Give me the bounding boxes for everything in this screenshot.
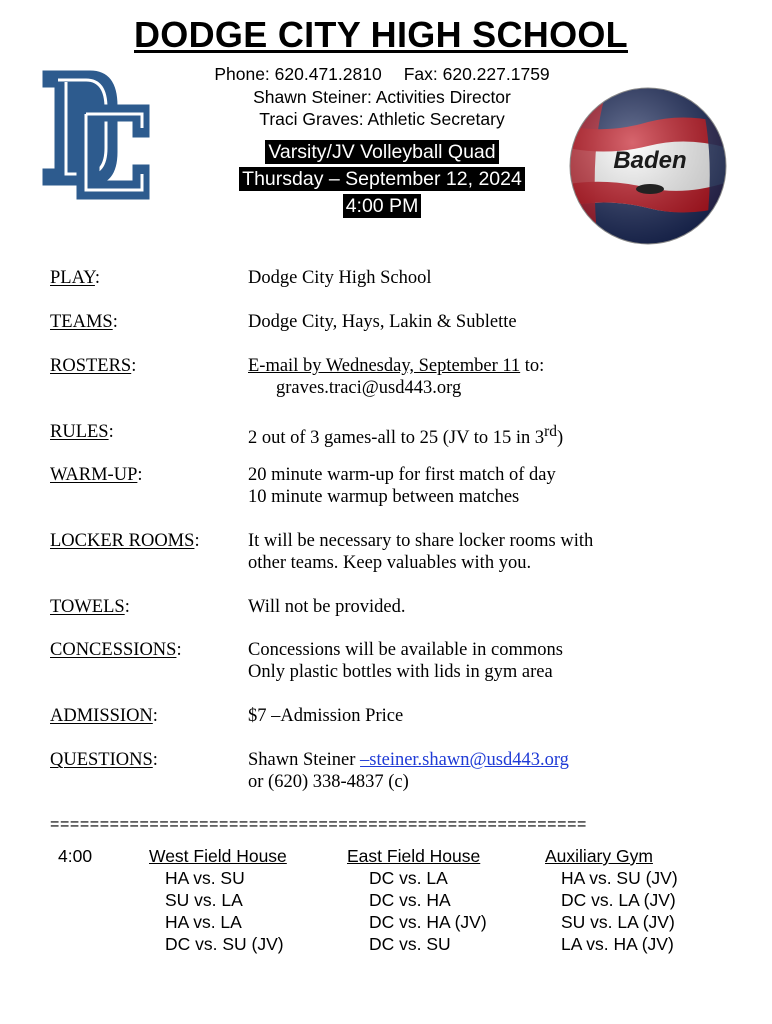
questions-name: Shawn Steiner [248, 750, 361, 770]
volleyball-brand: Baden [613, 147, 687, 174]
rosters-deadline: E-mail by Wednesday, September 11 [248, 356, 521, 376]
warmup-line-2: 10 minute warmup between matches [248, 487, 520, 507]
court-west-field-house [149, 845, 287, 955]
court-header: East Field House [347, 846, 481, 866]
questions-label: QUESTIONS [50, 750, 153, 770]
game-row: LA vs. HA (JV) [561, 934, 674, 954]
game-row: DC vs. HA (JV) [369, 912, 487, 932]
locker-line-2: other teams. Keep valuables with you. [248, 553, 532, 573]
locker-label: LOCKER ROOMS [50, 531, 195, 551]
divider: ====================================================== [50, 816, 587, 833]
fax-number: Fax: 620.227.1759 [403, 64, 550, 84]
game-row: DC vs. SU [369, 934, 451, 954]
teams-label: TEAMS [50, 312, 113, 332]
game-row: SU vs. LA (JV) [561, 912, 675, 932]
phone-number: Phone: 620.471.2810 [214, 64, 382, 84]
dc-logo-icon [38, 66, 156, 206]
game-row: HA vs. SU (JV) [561, 868, 678, 888]
event-name: Varsity/JV Volleyball Quad [0, 141, 764, 164]
game-row: DC vs. HA [369, 890, 451, 910]
admission-value: $7 –Admission Price [248, 706, 404, 726]
court-east-field-house [347, 845, 487, 955]
rosters-to: to: [520, 356, 545, 376]
warmup-line-1: 20 minute warm-up for first match of day [248, 465, 556, 485]
athletic-secretary: Traci Graves: Athletic Secretary [259, 109, 505, 129]
volleyball-icon [568, 86, 728, 246]
concessions-line-2: Only plastic bottles with lids in gym area [248, 662, 553, 682]
game-row: HA vs. SU [165, 868, 245, 888]
play-value: Dodge City High School [248, 268, 432, 288]
concessions-line-1: Concessions will be available in commons [248, 640, 563, 660]
towels-label: TOWELS [50, 597, 125, 617]
admission-label: ADMISSION [50, 706, 153, 726]
schedule-time: 4:00 [58, 846, 93, 866]
game-row: HA vs. LA [165, 912, 242, 932]
game-row: DC vs. LA (JV) [561, 890, 676, 910]
game-row: SU vs. LA [165, 890, 243, 910]
court-header: Auxiliary Gym [545, 846, 653, 866]
rosters-email[interactable]: graves.traci@usd443.org [276, 378, 462, 398]
warmup-label: WARM-UP [50, 465, 138, 485]
event-time: 4:00 PM [0, 195, 764, 218]
game-row: DC vs. SU (JV) [165, 934, 284, 954]
rules-value: 2 out of 3 games-all to 25 (JV to 15 in 3rd) [248, 423, 564, 449]
towels-value: Will not be provided. [248, 597, 406, 617]
rosters-label: ROSTERS [50, 356, 132, 376]
game-row: DC vs. LA [369, 868, 448, 888]
play-label: PLAY [50, 268, 95, 288]
rules-superscript: rd [544, 423, 557, 440]
event-date: Thursday – September 12, 2024 [0, 168, 764, 191]
court-auxiliary-gym [545, 845, 678, 955]
questions-phone: or (620) 338-4837 (c) [248, 772, 409, 792]
activities-director: Shawn Steiner: Activities Director [253, 87, 511, 107]
rules-label: RULES [50, 422, 109, 442]
teams-value: Dodge City, Hays, Lakin & Sublette [248, 312, 517, 332]
questions-email-link[interactable]: –steiner.shawn@usd443.org [360, 750, 569, 770]
locker-line-1: It will be necessary to share locker rooms with [248, 531, 594, 551]
concessions-label: CONCESSIONS [50, 640, 177, 660]
page-title: DODGE CITY HIGH SCHOOL [134, 14, 628, 55]
court-header: West Field House [149, 846, 287, 866]
